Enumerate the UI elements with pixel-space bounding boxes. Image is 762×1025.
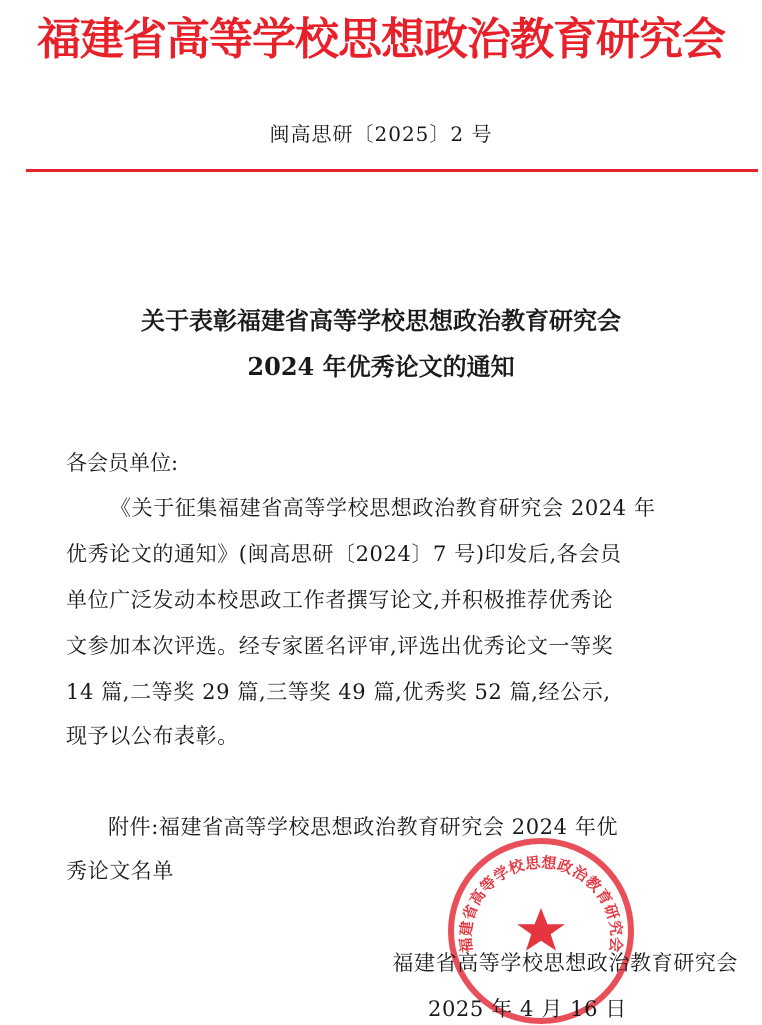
seal-text: 福建省高等学校思想政治教育研究会	[456, 853, 626, 954]
signature-organization: 福建省高等学校思想政治教育研究会	[392, 951, 738, 975]
attachment-line-2: 秀论文名单	[66, 859, 174, 883]
notice-title-line-1: 关于表彰福建省高等学校思想政治教育研究会	[141, 306, 621, 335]
body-line-4: 文参加本次评选。经专家匿名评审,评选出优秀论文一等奖	[66, 634, 614, 658]
body-line-6: 现予以公布表彰。	[66, 724, 239, 748]
header-divider	[26, 169, 758, 172]
body-line-2: 优秀论文的通知》(闽高思研〔2024〕7 号)印发后,各会员	[66, 542, 622, 566]
body-line-1: 《关于征集福建省高等学校思想政治教育研究会 2024 年	[110, 496, 656, 520]
body-line-5: 14 篇,二等奖 29 篇,三等奖 49 篇,优秀奖 52 篇,经公示,	[66, 680, 611, 704]
attachment-line-1: 附件:福建省高等学校思想政治教育研究会 2024 年优	[108, 815, 619, 839]
body-line-3: 单位广泛发动本校思政工作者撰写论文,并积极推荐优秀论	[66, 588, 614, 612]
notice-title-line-2: 2024 年优秀论文的通知	[247, 352, 515, 381]
salutation: 各会员单位:	[66, 451, 179, 475]
star-icon	[517, 908, 565, 951]
document-number: 闽高思研〔2025〕2 号	[269, 122, 493, 146]
signature-date: 2025 年 4 月 16 日	[428, 997, 627, 1021]
organization-header: 福建省高等学校思想政治教育研究会	[37, 14, 725, 65]
